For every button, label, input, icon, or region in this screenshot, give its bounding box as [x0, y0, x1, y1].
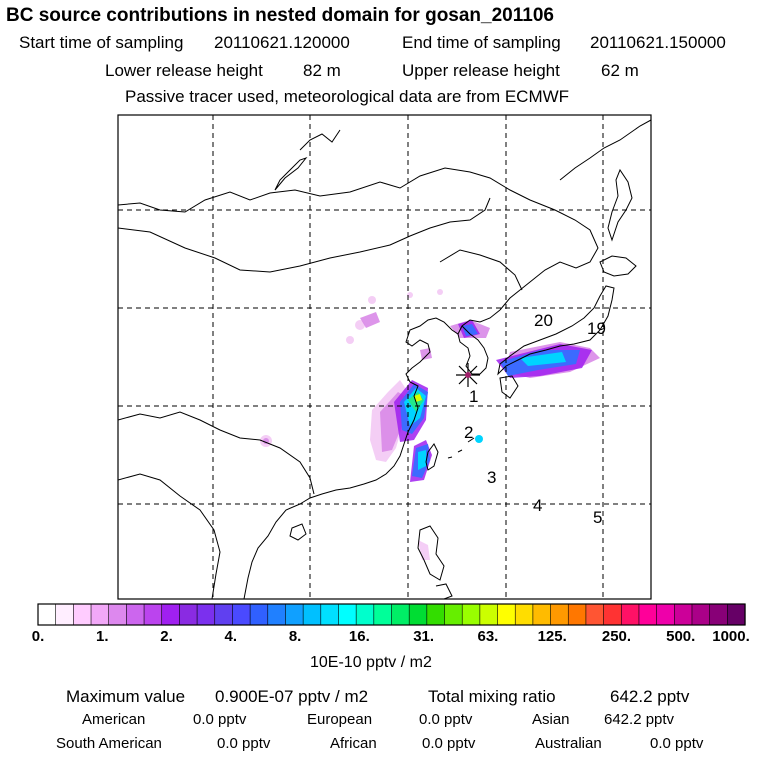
colorbar-swatch: [621, 604, 639, 625]
european-label: European: [307, 711, 373, 728]
colorbar-swatch: [374, 604, 392, 625]
colorbar-swatch: [710, 604, 728, 625]
south-american-value: 0.0 pptv: [217, 735, 271, 752]
colorbar-tick-label: 250.: [601, 628, 632, 645]
colorbar-swatch: [551, 604, 569, 625]
point-label-1: 1: [469, 387, 479, 406]
colorbar-tick-label: 8.: [288, 628, 302, 645]
colorbar-swatch: [533, 604, 551, 625]
end-time-label: End time of sampling: [402, 33, 561, 52]
american-label: American: [82, 711, 146, 728]
colorbar-swatch: [674, 604, 692, 625]
point-label-3: 3: [487, 468, 497, 487]
colorbar: [38, 604, 745, 625]
colorbar-swatch: [144, 604, 162, 625]
colorbar-swatch: [73, 604, 91, 625]
end-time-value: 20110621.150000: [590, 33, 726, 52]
colorbar-swatch: [38, 604, 56, 625]
start-time-value: 20110621.120000: [214, 33, 350, 52]
colorbar-swatch: [409, 604, 427, 625]
colorbar-tick-label: 500.: [666, 628, 696, 645]
colorbar-swatch: [356, 604, 374, 625]
receptor-point: [465, 372, 471, 378]
colorbar-swatch: [657, 604, 675, 625]
lower-height-value: 82 m: [303, 61, 341, 80]
max-value: 0.900E-07 pptv / m2: [215, 687, 369, 706]
total-mixing-value: 642.2 pptv: [610, 687, 690, 706]
colorbar-swatch: [126, 604, 144, 625]
colorbar-swatch: [692, 604, 710, 625]
total-mixing-label: Total mixing ratio: [428, 687, 556, 706]
colorbar-unit: 10E-10 pptv / m2: [310, 654, 432, 671]
point-label-4: 4: [533, 496, 543, 515]
colorbar-tick-label: 1000.: [712, 628, 750, 645]
point-label-20: 20: [534, 311, 553, 330]
colorbar-swatch: [285, 604, 303, 625]
colorbar-swatch: [498, 604, 516, 625]
colorbar-swatch: [427, 604, 445, 625]
colorbar-swatch: [91, 604, 109, 625]
colorbar-swatch: [162, 604, 180, 625]
max-value-label: Maximum value: [66, 687, 186, 706]
point-label-19: 19: [587, 319, 606, 338]
colorbar-tick-label: 16.: [348, 628, 370, 645]
upper-height-value: 62 m: [601, 61, 639, 80]
asian-label: Asian: [532, 711, 570, 728]
colorbar-swatch: [197, 604, 215, 625]
colorbar-tick-label: 2.: [160, 628, 173, 645]
colorbar-swatch: [268, 604, 286, 625]
colorbar-swatch: [250, 604, 268, 625]
colorbar-swatch: [321, 604, 339, 625]
point-label-2: 2: [464, 423, 474, 442]
colorbar-swatch: [604, 604, 622, 625]
colorbar-swatch: [445, 604, 463, 625]
colorbar-swatch: [568, 604, 586, 625]
colorbar-swatch: [109, 604, 127, 625]
colorbar-tick-label: 0.: [31, 628, 45, 645]
south-american-label: South American: [56, 735, 162, 752]
colorbar-swatch: [586, 604, 604, 625]
start-time-label: Start time of sampling: [19, 33, 184, 52]
colorbar-tick-label: 4.: [224, 628, 238, 645]
european-value: 0.0 pptv: [419, 711, 473, 728]
point-label-5: 5: [593, 508, 603, 527]
australian-value: 0.0 pptv: [650, 735, 704, 752]
upper-height-label: Upper release height: [402, 61, 560, 80]
colorbar-swatch: [392, 604, 410, 625]
african-label: African: [330, 735, 377, 752]
colorbar-swatch: [727, 604, 745, 625]
colorbar-swatch: [639, 604, 657, 625]
colorbar-swatch: [515, 604, 533, 625]
colorbar-swatch: [480, 604, 498, 625]
african-value: 0.0 pptv: [422, 735, 476, 752]
australian-label: Australian: [535, 735, 602, 752]
colorbar-swatch: [232, 604, 250, 625]
colorbar-swatch: [179, 604, 197, 625]
american-value: 0.0 pptv: [193, 711, 247, 728]
colorbar-swatch: [56, 604, 74, 625]
colorbar-swatch: [215, 604, 233, 625]
lower-height-label: Lower release height: [105, 61, 263, 80]
colorbar-tick-label: 31.: [413, 628, 435, 645]
tracer-note: Passive tracer used, meteorological data are from ECMWF: [125, 87, 570, 106]
colorbar-swatch: [338, 604, 356, 625]
colorbar-swatch: [462, 604, 480, 625]
colorbar-tick-label: 63.: [477, 628, 499, 645]
colorbar-tick-label: 1.: [96, 628, 109, 645]
asian-value: 642.2 pptv: [604, 711, 675, 728]
colorbar-swatch: [303, 604, 321, 625]
colorbar-tick-label: 125.: [537, 628, 567, 645]
page-title: BC source contributions in nested domain for gosan_201106: [6, 5, 554, 26]
